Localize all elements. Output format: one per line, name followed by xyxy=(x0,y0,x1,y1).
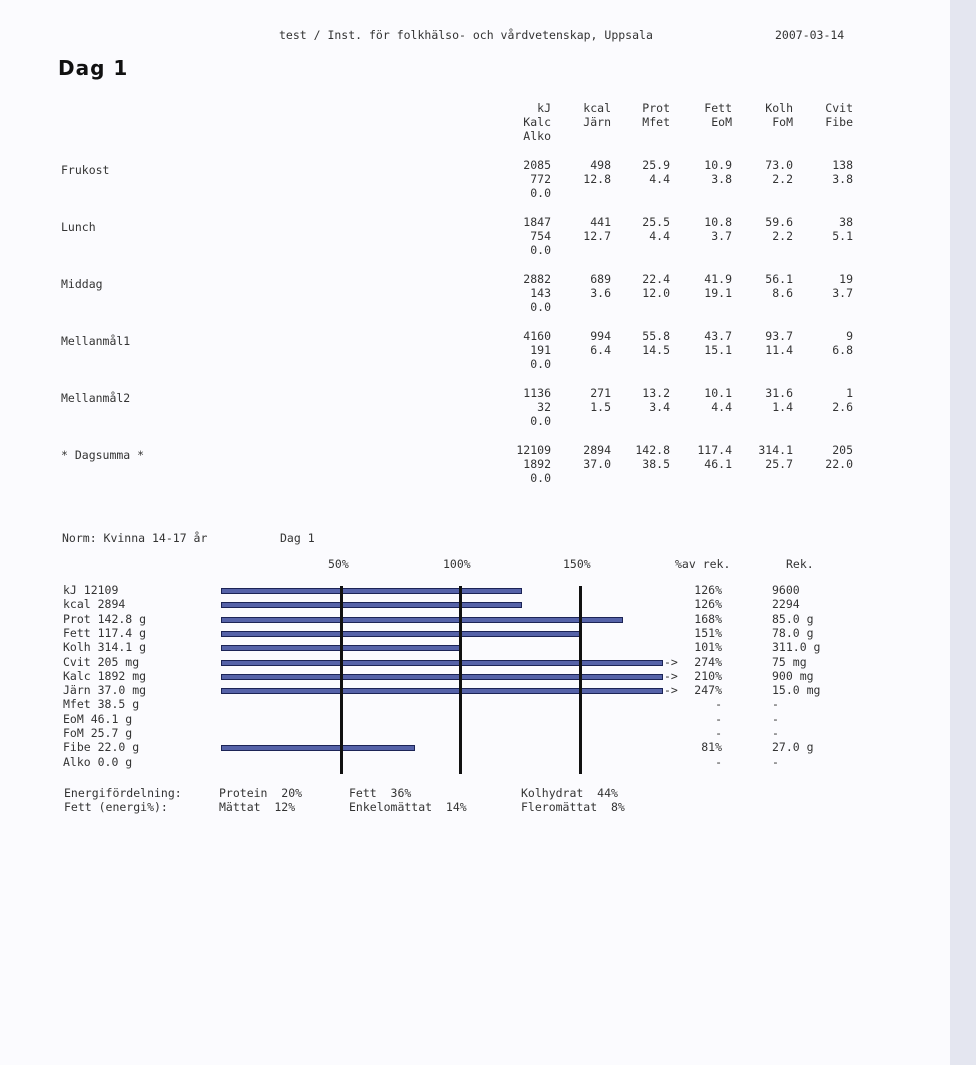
table-cell: 41.9 xyxy=(704,272,732,286)
rec-value: - xyxy=(772,697,779,712)
pct-of-rec-header: %av rek. xyxy=(675,557,731,571)
table-cell: 689 xyxy=(590,272,611,286)
nutrient-label: Kalc 1892 mg xyxy=(63,668,147,683)
pct-of-rec-value: 151% xyxy=(694,625,722,640)
column-header: Kalc xyxy=(523,115,551,129)
nutrient-bar xyxy=(221,588,522,594)
nutrient-label: Prot 142.8 g xyxy=(63,611,147,626)
table-cell: 191 xyxy=(530,343,551,357)
rec-value: 9600 xyxy=(772,583,800,597)
table-cell: 6.8 xyxy=(832,343,853,357)
table-cell: 22.0 xyxy=(825,457,853,471)
table-cell: 138 xyxy=(832,158,853,172)
table-cell: 12.8 xyxy=(583,172,611,186)
table-cell: 14.5 xyxy=(642,343,670,357)
table-cell: 4.4 xyxy=(649,172,670,186)
table-cell: 13.2 xyxy=(642,386,670,400)
pct-of-rec-value: 126% xyxy=(694,583,722,597)
table-cell: 0.0 xyxy=(530,471,551,485)
fat-energy-label: Fett (energi%): xyxy=(64,800,168,814)
table-cell: 59.6 xyxy=(765,215,793,229)
table-cell: 2.6 xyxy=(832,400,853,414)
report-header-text: test / Inst. för folkhälso- och vårdvetenskap, Uppsala xyxy=(279,28,653,42)
nutrient-bar xyxy=(221,688,663,694)
energy-fat: Fett 36% xyxy=(349,786,412,800)
table-cell: 3.6 xyxy=(590,286,611,300)
column-header: Alko xyxy=(523,129,551,143)
meal-label: Mellanmål1 xyxy=(61,334,131,348)
table-cell: 73.0 xyxy=(765,158,793,172)
table-cell: 12109 xyxy=(516,443,551,457)
nutrient-label: FoM 25.7 g xyxy=(63,726,133,740)
table-cell: 142.8 xyxy=(635,443,670,457)
meal-label: Frukost xyxy=(61,163,110,177)
table-cell: 1136 xyxy=(523,386,551,400)
column-header: Cvit xyxy=(825,101,853,115)
scan-margin xyxy=(950,0,976,1065)
rec-value: 900 mg xyxy=(772,668,814,683)
table-cell: 271 xyxy=(590,386,611,400)
nutrient-label: Fett 117.4 g xyxy=(63,625,147,640)
scale-label-100: 100% xyxy=(443,557,471,571)
table-cell: 25.5 xyxy=(642,215,670,229)
meal-label: Lunch xyxy=(61,220,96,234)
table-cell: 2882 xyxy=(523,272,551,286)
meal-label: Mellanmål2 xyxy=(61,391,131,405)
table-cell: 56.1 xyxy=(765,272,793,286)
table-cell: 3.8 xyxy=(832,172,853,186)
rec-value: - xyxy=(772,754,779,769)
table-cell: 31.6 xyxy=(765,386,793,400)
rec-value: 15.0 mg xyxy=(772,683,821,698)
rec-value: 311.0 g xyxy=(772,640,821,655)
energy-carbohydrate: Kolhydrat 44% xyxy=(521,786,618,800)
column-header: Prot xyxy=(642,101,670,115)
table-cell: 2.2 xyxy=(772,172,793,186)
table-cell: 498 xyxy=(590,158,611,172)
table-cell: 1847 xyxy=(523,215,551,229)
energy-distribution-label: Energifördelning: xyxy=(64,786,182,800)
nutrient-bar xyxy=(221,674,663,680)
rec-header: Rek. xyxy=(786,557,814,571)
nutrient-label: Kolh 314.1 g xyxy=(63,640,147,655)
table-cell: 0.0 xyxy=(530,300,551,314)
table-cell: 1.5 xyxy=(590,400,611,414)
table-cell: 12.7 xyxy=(583,229,611,243)
table-cell: 22.4 xyxy=(642,272,670,286)
fat-monounsaturated: Enkelomättat 14% xyxy=(349,800,467,814)
nutrient-bar xyxy=(221,602,522,608)
pct-of-rec-value: 168% xyxy=(694,611,722,626)
column-header: FoM xyxy=(772,115,793,129)
table-cell: 754 xyxy=(530,229,551,243)
nutrient-label: kJ 12109 xyxy=(63,583,119,597)
table-cell: 37.0 xyxy=(583,457,611,471)
table-cell: 32 xyxy=(537,400,551,414)
table-cell: 117.4 xyxy=(697,443,732,457)
day-title: Dag 1 xyxy=(58,56,129,80)
meal-label: * Dagsumma * xyxy=(61,448,145,462)
table-cell: 43.7 xyxy=(704,329,732,343)
reference-line-150 xyxy=(579,586,582,774)
reference-line-50 xyxy=(340,586,343,774)
table-cell: 93.7 xyxy=(765,329,793,343)
table-cell: 994 xyxy=(590,329,611,343)
table-cell: 1892 xyxy=(523,457,551,471)
table-cell: 4.4 xyxy=(649,229,670,243)
pct-of-rec-value: 101% xyxy=(694,640,722,655)
pct-of-rec-value: - xyxy=(715,726,722,740)
column-header: kcal xyxy=(583,101,611,115)
table-cell: 0.0 xyxy=(530,186,551,200)
table-cell: 5.1 xyxy=(832,229,853,243)
overflow-arrow: -> xyxy=(664,668,678,683)
meal-label: Middag xyxy=(61,277,103,291)
pct-of-rec-value: - xyxy=(715,754,722,769)
fat-polyunsaturated: Fleromättat 8% xyxy=(521,800,625,814)
column-header: Järn xyxy=(583,115,611,129)
pct-of-rec-value: - xyxy=(715,711,722,726)
pct-of-rec-value: - xyxy=(715,697,722,712)
nutrient-label: Fibe 22.0 g xyxy=(63,740,140,755)
table-cell: 0.0 xyxy=(530,414,551,428)
reference-line-100 xyxy=(459,586,462,774)
column-header: EoM xyxy=(711,115,732,129)
rec-value: 27.0 g xyxy=(772,740,814,755)
table-cell: 1.4 xyxy=(772,400,793,414)
table-cell: 1 xyxy=(846,386,853,400)
nutrient-label: Alko 0.0 g xyxy=(63,754,133,769)
table-cell: 6.4 xyxy=(590,343,611,357)
table-cell: 10.8 xyxy=(704,215,732,229)
table-cell: 15.1 xyxy=(704,343,732,357)
fat-saturated: Mättat 12% xyxy=(219,800,296,814)
overflow-arrow: -> xyxy=(664,654,678,669)
nutrient-label: Mfet 38.5 g xyxy=(63,697,140,712)
table-cell: 0.0 xyxy=(530,357,551,371)
rec-value: 78.0 g xyxy=(772,625,814,640)
nutrient-label: Cvit 205 mg xyxy=(63,654,140,669)
scale-label-150: 150% xyxy=(563,557,591,571)
table-cell: 8.6 xyxy=(772,286,793,300)
table-cell: 3.4 xyxy=(649,400,670,414)
table-cell: 19 xyxy=(839,272,853,286)
table-cell: 12.0 xyxy=(642,286,670,300)
table-cell: 2.2 xyxy=(772,229,793,243)
table-cell: 11.4 xyxy=(765,343,793,357)
table-cell: 4160 xyxy=(523,329,551,343)
scale-label-50: 50% xyxy=(328,557,349,571)
table-cell: 38 xyxy=(839,215,853,229)
table-cell: 4.4 xyxy=(711,400,732,414)
table-cell: 38.5 xyxy=(642,457,670,471)
table-cell: 55.8 xyxy=(642,329,670,343)
nutrient-label: kcal 2894 xyxy=(63,597,126,612)
energy-protein: Protein 20% xyxy=(219,786,303,800)
nutrient-label: EoM 46.1 g xyxy=(63,711,133,726)
nutrient-bar xyxy=(221,660,663,666)
table-cell: 10.9 xyxy=(704,158,732,172)
rec-value: 2294 xyxy=(772,597,800,612)
column-header: Kolh xyxy=(765,101,793,115)
table-cell: 314.1 xyxy=(758,443,793,457)
pct-of-rec-value: 274% xyxy=(694,654,722,669)
norm-day: Dag 1 xyxy=(280,531,315,545)
pct-of-rec-value: 81% xyxy=(701,740,722,755)
table-cell: 9 xyxy=(846,329,853,343)
table-cell: 772 xyxy=(530,172,551,186)
table-cell: 0.0 xyxy=(530,243,551,257)
rec-value: 75 mg xyxy=(772,654,807,669)
column-header: Fibe xyxy=(825,115,853,129)
rec-value: - xyxy=(772,726,779,740)
pct-of-rec-value: 247% xyxy=(694,683,722,698)
nutrient-bar xyxy=(221,745,415,751)
table-cell: 143 xyxy=(530,286,551,300)
table-cell: 25.7 xyxy=(765,457,793,471)
table-cell: 3.7 xyxy=(711,229,732,243)
table-cell: 46.1 xyxy=(704,457,732,471)
nutrient-label: Järn 37.0 mg xyxy=(63,683,147,698)
column-header: Fett xyxy=(704,101,732,115)
table-cell: 2085 xyxy=(523,158,551,172)
table-cell: 2894 xyxy=(583,443,611,457)
norm-label: Norm: Kvinna 14-17 år xyxy=(62,531,208,545)
pct-of-rec-value: 210% xyxy=(694,668,722,683)
column-header: Mfet xyxy=(642,115,670,129)
nutrient-bar xyxy=(221,631,582,637)
report-date: 2007-03-14 xyxy=(775,28,845,42)
nutrient-bar xyxy=(221,617,623,623)
table-cell: 205 xyxy=(832,443,853,457)
overflow-arrow: -> xyxy=(664,683,678,698)
table-cell: 3.8 xyxy=(711,172,732,186)
table-cell: 441 xyxy=(590,215,611,229)
pct-of-rec-value: 126% xyxy=(694,597,722,612)
column-header: kJ xyxy=(537,101,551,115)
rec-value: - xyxy=(772,711,779,726)
table-cell: 19.1 xyxy=(704,286,732,300)
rec-value: 85.0 g xyxy=(772,611,814,626)
table-cell: 3.7 xyxy=(832,286,853,300)
table-cell: 25.9 xyxy=(642,158,670,172)
table-cell: 10.1 xyxy=(704,386,732,400)
